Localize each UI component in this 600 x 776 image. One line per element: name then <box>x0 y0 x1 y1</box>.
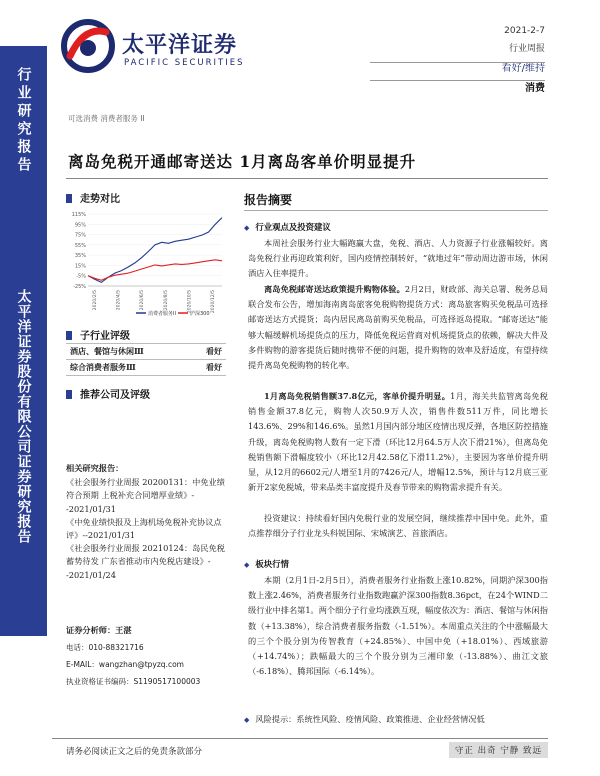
company-report-label: 太平洋证券股份有限公司证券研究报告 <box>0 196 47 636</box>
header-rule <box>370 80 545 81</box>
table-row <box>66 359 226 376</box>
logo-emblem-icon <box>60 18 116 74</box>
sub-industry-rating: 看好 <box>206 346 222 356</box>
summary-paragraph: 1月离岛免税销售额37.8亿元，客单价提升明显。1月，海关共监管离岛免税销售金额37.8亿元，购物人次50.9万人次，销售件数511万件，同比增长143.6%、29%和146.6%。虽然1月国内部分地区疫情出现反弹，各地区防控措施升级，离岛免税购物人数有一定下滑（环比12月64.5万人次下滑21%），但离岛免税销售额下滑幅度较小（环比12月42.58亿下滑11.2%），主要因为客单价提升明显，从12月的6602元/人增至1月的7426元/人，增幅12.5%，预计与12月底三亚新开2家免税城，带来品类丰富度提升及春节带来的购物需求提升有关。 <box>248 391 548 493</box>
sector-name: 消费 <box>525 83 545 94</box>
sub-industry-table <box>66 343 226 376</box>
sub-industry-name: 综合消费者服务Ⅲ <box>70 362 136 372</box>
bullet-heading-outlook: ◆ 行业观点及投资建议 <box>244 221 331 233</box>
logo-chinese-name: 太平洋证券 <box>122 33 238 58</box>
y-tick-label: 15% <box>74 263 86 270</box>
summary-paragraph: 离岛免税邮寄送达政策提升购物体验。2月2日，财政部、海关总署、税务总局联合发布公告，增加海南离岛旅客免税购物提货方式：离岛旅客购买免税品可选择邮寄送达方式提货；岛内居民离岛前购买免税品，可选择返岛提取。“邮寄送达”能够大幅缓解机场提货点的压力，降低免税运营商对机场提货点的依赖，解决大件及多件购物的游客提货后随时携带不便的问题，提升购物的效率及舒适度，有望持续提升离岛免税购物的转化率。 <box>248 284 548 371</box>
legend-label: 沪深300 <box>190 311 210 317</box>
related-reports <box>66 462 231 582</box>
analyst-name: 证券分析师：王湛 <box>66 625 132 635</box>
company-logo <box>60 18 250 78</box>
report-type: 行业周报 <box>508 44 545 54</box>
analyst-info <box>66 622 241 690</box>
y-tick-label: 55% <box>74 242 86 249</box>
related-reports-heading: 相关研究报告： <box>66 463 124 473</box>
summary-rule <box>244 210 548 211</box>
sub-industry-rating: 看好 <box>206 362 222 372</box>
y-tick-label: 95% <box>74 222 86 229</box>
footer-motto: 守正 出奇 宁静 致远 <box>449 742 548 758</box>
section-marker-icon <box>66 194 72 203</box>
series-line <box>88 260 222 281</box>
sub-industry-name: 酒店、餐馆与休闲Ⅲ <box>70 346 144 356</box>
summary-paragraph: 本期（2月1日-2月5日），消费者服务行业指数上涨10.82%，同期沪深300指数上涨2.46%，消费者服务行业指数跑赢沪深300指数8.36pct，在24个WIND二级行业中排名第1。两个细分子行业均涨跌互现，幅度依次为：酒店、餐馆与休闲指数（+13.38%），综合消费者服务指数（-1.51%）。本周重点关注的个中涨幅最大的三个个股分别为传智教育（+24.85%）、中国中免（+18.01%）、西域旅游（+14.74%）；跌幅最大的三个个股分别为三湘印象（-13.88%）、曲江文旅（-6.18%）、腾邦国际（-6.14%）。 <box>248 575 548 677</box>
x-tick-label: 2020/2/5 <box>93 290 98 311</box>
y-tick-label: -25% <box>73 284 86 290</box>
x-tick-label: 2020/12/5 <box>211 290 216 314</box>
series-line <box>88 218 222 283</box>
related-report-link[interactable]: 《社会服务行业周报 20200131：中免业绩符合预期 上税补充合同增厚业绩》--2021/01/31 <box>66 477 225 514</box>
risk-warning: ◆ 风险提示：系统性风险、疫情风险、政策推进、企业经营情况低 <box>244 714 485 724</box>
title-rule <box>66 178 548 179</box>
trend-chart <box>66 208 226 323</box>
x-tick-label: 2020/6/5 <box>140 290 146 311</box>
left-banner <box>0 0 47 776</box>
x-tick-label: 2020/8/5 <box>163 290 169 311</box>
breadcrumb: 可选消费 消费者服务 II <box>68 114 145 123</box>
analyst-phone: 电话：010-88321716 <box>66 643 144 652</box>
sub-industry-heading: 子行业评级 <box>66 327 130 342</box>
table-row <box>66 343 226 359</box>
x-tick-label: 2020/10/5 <box>187 290 193 314</box>
logo-english-name: PACIFIC SECURITIES <box>124 58 245 68</box>
summary-paragraph: 本周社会服务行业大幅跑赢大盘，免税、酒店、人力资源子行业涨幅较好。离岛免税行业再迎政策利好，国内疫情控制转好，“就地过年”带动周边游市场，休闲酒店入住率提升。 <box>248 238 548 279</box>
section-marker-icon <box>66 331 72 340</box>
related-report-link[interactable]: 《社会服务行业周报 20210124：岛民免税蓄势待发 广东省推动市内免税店建设》--2021/01/24 <box>66 543 225 580</box>
y-tick-label: -5% <box>76 273 86 280</box>
report-date: 2021-2-7 <box>504 26 545 36</box>
trend-heading: 走势对比 <box>66 190 120 205</box>
analyst-email[interactable]: E-MAIL：wangzhan@tpyzq.com <box>66 660 184 669</box>
bullet-heading-market: ◆ 板块行情 <box>244 558 289 570</box>
report-category-label: 行业研究报告 <box>0 46 47 196</box>
related-report-link[interactable]: 《中免业绩快报及上海机场免税补充协议点评》--2021/01/31 <box>66 516 222 541</box>
footer-rule <box>52 738 548 739</box>
analyst-certificate: 执业资格证书编码：S1190517100003 <box>66 677 201 686</box>
header-rule <box>370 62 545 63</box>
page-title: 离岛免税开通邮寄送达 1月离岛客单价明显提升 <box>68 152 417 171</box>
report-meta <box>502 26 545 94</box>
x-tick-label: 2020/4/5 <box>116 290 122 311</box>
y-tick-label: 75% <box>74 232 86 239</box>
y-tick-label: 115% <box>71 212 86 218</box>
industry-rating: 看好/维持 <box>501 63 545 74</box>
summary-heading: 报告摘要 <box>244 193 293 207</box>
y-tick-label: 35% <box>74 253 86 260</box>
summary-paragraph: 投资建议：持续看好国内免税行业的发展空间，继续推荐中国中免。此外，重点推荐细分子行业龙头科锐国际、宋城演艺、首旅酒店。 <box>248 513 548 539</box>
stock-picks-heading: 推荐公司及评级 <box>66 386 150 401</box>
legend-label: 消费者服务II <box>148 311 176 317</box>
section-marker-icon <box>66 390 72 399</box>
footer-disclaimer: 请务必阅读正文之后的免责条款部分 <box>66 747 203 757</box>
